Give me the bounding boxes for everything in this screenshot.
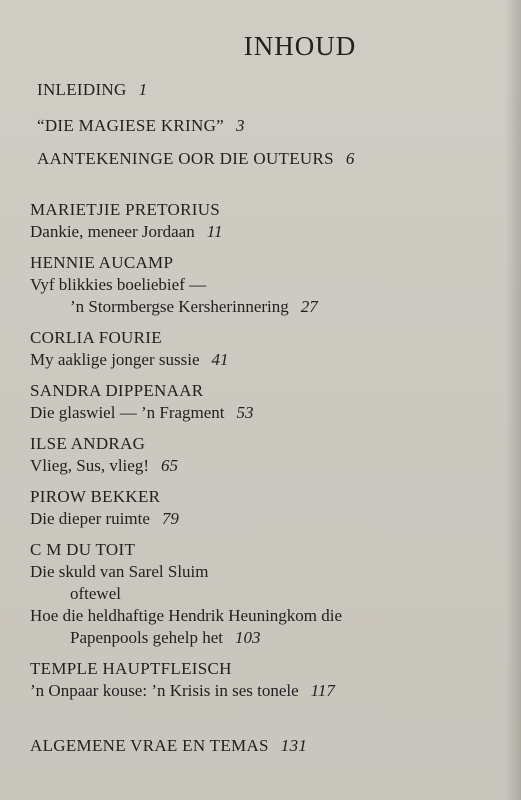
toc-page-number: 3 bbox=[236, 116, 245, 135]
toc-story-title-continued: ’n Stormbergse Kersherinnering bbox=[70, 297, 289, 316]
toc-author: TEMPLE HAUPTFLEISCH bbox=[30, 659, 232, 678]
toc-story-title: ’n Onpaar kouse: ’n Krisis in ses tonele bbox=[30, 681, 299, 700]
toc-entry-label: INLEIDING bbox=[37, 80, 127, 99]
toc-page-number: 53 bbox=[236, 403, 254, 422]
toc-entry bbox=[30, 680, 335, 702]
toc-page-number: 117 bbox=[310, 681, 335, 700]
toc-entry bbox=[30, 402, 254, 424]
toc-author: MARIETJIE PRETORIUS bbox=[30, 200, 221, 219]
toc-page-number: 6 bbox=[345, 149, 355, 168]
toc-story-title-continued: Papenpools gehelp het bbox=[70, 628, 223, 647]
toc-author: C M DU TOIT bbox=[30, 540, 136, 559]
toc-entry bbox=[70, 296, 318, 318]
toc-entry bbox=[30, 508, 179, 530]
toc-author: ILSE ANDRAG bbox=[30, 434, 146, 453]
toc-story-title-continued: oftewel bbox=[70, 584, 121, 603]
toc-story-title: Vyf blikkies boeliebief — bbox=[30, 275, 207, 294]
toc-page-number: 131 bbox=[280, 736, 308, 755]
toc-author: SANDRA DIPPENAAR bbox=[30, 381, 204, 400]
page-edge-shadow bbox=[505, 0, 521, 800]
page-title: INHOUD bbox=[243, 31, 357, 61]
toc-entry bbox=[70, 627, 260, 649]
toc-entry bbox=[37, 148, 355, 170]
toc-story-title: Die glaswiel — ’n Fragment bbox=[30, 403, 225, 422]
toc-page-number: 79 bbox=[161, 509, 179, 528]
toc-page-number: 65 bbox=[161, 456, 178, 475]
toc-entry-label: AANTEKENINGE OOR DIE OUTEURS bbox=[37, 149, 334, 168]
toc-page-number: 103 bbox=[234, 628, 261, 647]
toc-story-title: My aaklige jonger sussie bbox=[30, 350, 200, 369]
toc-page-number: 27 bbox=[300, 297, 318, 316]
toc-entry bbox=[30, 735, 307, 757]
toc-story-title-continued: Hoe die heldhaftige Hendrik Heuningkom die bbox=[30, 606, 343, 625]
toc-author: PIROW BEKKER bbox=[30, 487, 161, 506]
toc-author: HENNIE AUCAMP bbox=[30, 253, 174, 272]
toc-entry bbox=[30, 349, 229, 371]
toc-entry bbox=[37, 115, 245, 137]
toc-story-title: Dankie, meneer Jordaan bbox=[30, 222, 195, 241]
toc-entry bbox=[30, 221, 222, 243]
toc-author: CORLIA FOURIE bbox=[30, 328, 162, 347]
toc-story-title: Vlieg, Sus, vlieg! bbox=[30, 456, 149, 475]
toc-story-title: Die dieper ruimte bbox=[30, 509, 150, 528]
toc-entry-label: ALGEMENE VRAE EN TEMAS bbox=[30, 736, 269, 755]
toc-entry-label: “DIE MAGIESE KRING” bbox=[37, 116, 224, 135]
toc-entry bbox=[37, 79, 147, 101]
toc-page-number: 1 bbox=[138, 80, 148, 99]
toc-page-number: 41 bbox=[211, 350, 229, 369]
toc-story-title: Die skuld van Sarel Sluim bbox=[30, 562, 209, 581]
toc-entry bbox=[30, 455, 178, 477]
toc-page-number: 11 bbox=[206, 222, 223, 241]
